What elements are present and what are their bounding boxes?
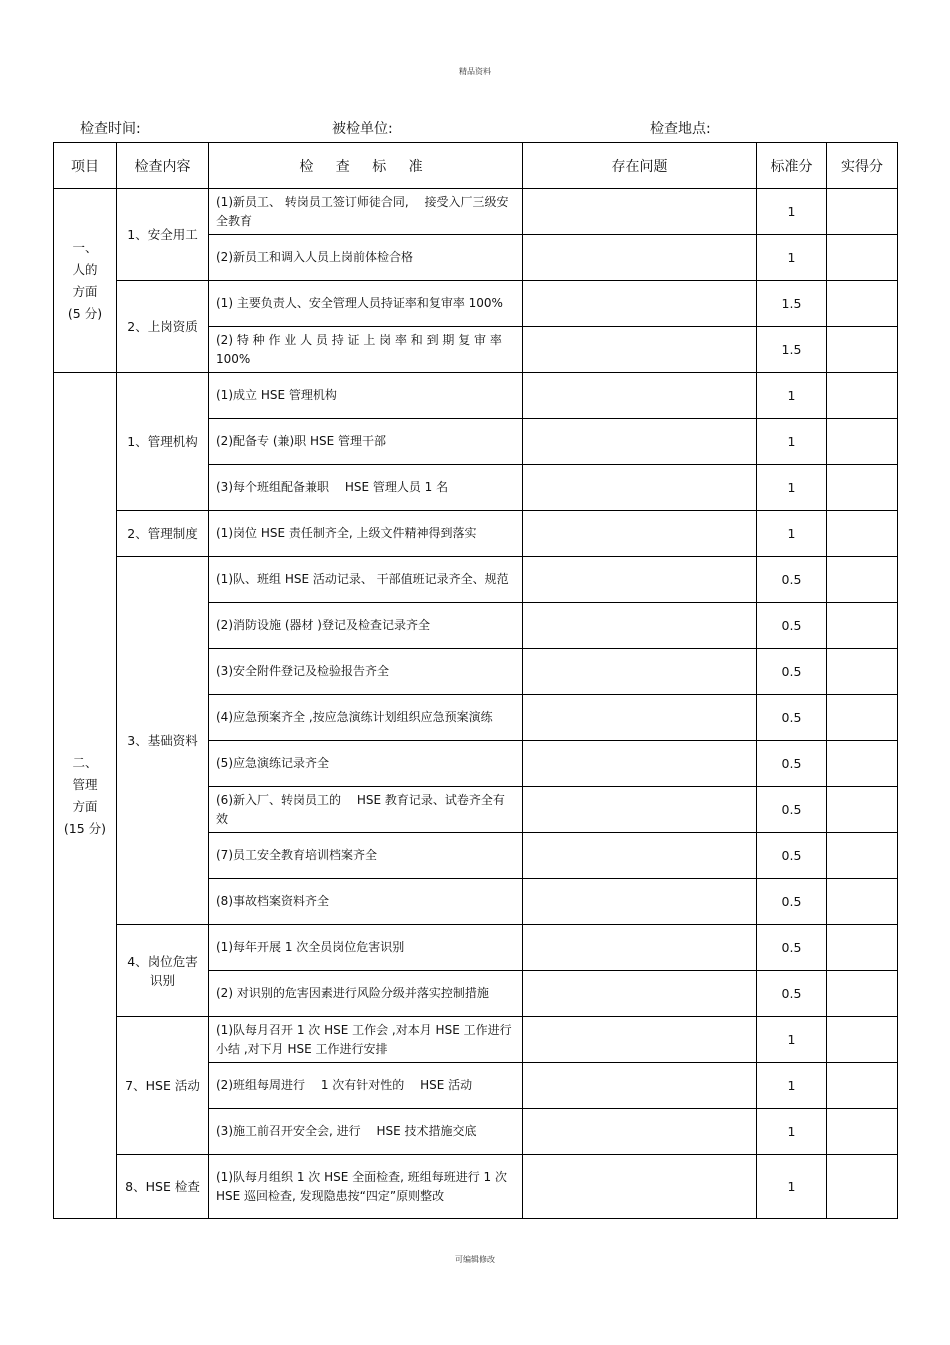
actual-score-cell[interactable] — [827, 557, 898, 603]
col-header-std-score: 标准分 — [757, 143, 827, 189]
problem-cell[interactable] — [523, 281, 757, 327]
problem-cell[interactable] — [523, 879, 757, 925]
standard-cell: (1)岗位 HSE 责任制齐全, 上级文件精神得到落实 — [209, 511, 523, 557]
score-cell: 1 — [757, 1109, 827, 1155]
table-header-row — [54, 143, 898, 189]
problem-cell[interactable] — [523, 327, 757, 373]
problem-cell[interactable] — [523, 649, 757, 695]
actual-score-cell[interactable] — [827, 833, 898, 879]
score-cell: 1 — [757, 465, 827, 511]
actual-score-cell[interactable] — [827, 787, 898, 833]
score-cell: 0.5 — [757, 741, 827, 787]
score-cell: 0.5 — [757, 833, 827, 879]
footer-watermark: 可编辑修改 — [455, 1255, 495, 1264]
standard-cell: (3)安全附件登记及检验报告齐全 — [209, 649, 523, 695]
score-cell: 1.5 — [757, 327, 827, 373]
problem-cell[interactable] — [523, 971, 757, 1017]
score-cell: 0.5 — [757, 649, 827, 695]
score-cell: 1 — [757, 1017, 827, 1063]
actual-score-cell[interactable] — [827, 1155, 898, 1219]
score-cell: 0.5 — [757, 879, 827, 925]
standard-cell: (5)应急演练记录齐全 — [209, 741, 523, 787]
score-cell: 1.5 — [757, 281, 827, 327]
problem-cell[interactable] — [523, 1063, 757, 1109]
group-cell: 4、岗位危害识别 — [117, 925, 209, 1017]
standard-cell: (1) 主要负责人、安全管理人员持证率和复审率 100% — [209, 281, 523, 327]
actual-score-cell[interactable] — [827, 465, 898, 511]
actual-score-cell[interactable] — [827, 373, 898, 419]
standard-cell: (2) 对识别的危害因素进行风险分级并落实控制措施 — [209, 971, 523, 1017]
actual-score-cell[interactable] — [827, 511, 898, 557]
problem-cell[interactable] — [523, 833, 757, 879]
table-row — [54, 557, 898, 603]
table-row — [54, 281, 898, 327]
standard-cell: (6)新入厂、转岗员工的 HSE 教育记录、试卷齐全有效 — [209, 787, 523, 833]
problem-cell[interactable] — [523, 189, 757, 235]
col-header-standard: 检 查 标 准 — [209, 143, 523, 189]
problem-cell[interactable] — [523, 465, 757, 511]
standard-cell: (2)新员工和调入人员上岗前体检合格 — [209, 235, 523, 281]
header-watermark: 精品资料 — [459, 67, 491, 76]
standard-cell: (2) 特 种 作 业 人 员 持 证 上 岗 率 和 到 期 复 审 率 100% — [209, 327, 523, 373]
problem-cell[interactable] — [523, 511, 757, 557]
table-row — [54, 373, 898, 419]
table-row — [54, 1017, 898, 1063]
table-row — [54, 925, 898, 971]
standard-cell: (2)消防设施 (器材 )登记及检查记录齐全 — [209, 603, 523, 649]
problem-cell[interactable] — [523, 695, 757, 741]
group-cell: 2、上岗资质 — [117, 281, 209, 373]
actual-score-cell[interactable] — [827, 603, 898, 649]
problem-cell[interactable] — [523, 557, 757, 603]
score-cell: 1 — [757, 189, 827, 235]
score-cell: 1 — [757, 373, 827, 419]
standard-cell: (1)成立 HSE 管理机构 — [209, 373, 523, 419]
actual-score-cell[interactable] — [827, 1063, 898, 1109]
problem-cell[interactable] — [523, 925, 757, 971]
score-cell: 1 — [757, 235, 827, 281]
score-cell: 1 — [757, 1063, 827, 1109]
table-row — [54, 511, 898, 557]
standard-cell: (3)施工前召开安全会, 进行 HSE 技术措施交底 — [209, 1109, 523, 1155]
score-cell: 0.5 — [757, 557, 827, 603]
inspection-table — [53, 142, 898, 1219]
actual-score-cell[interactable] — [827, 649, 898, 695]
table-row — [54, 189, 898, 235]
standard-cell: (1)队每月组织 1 次 HSE 全面检查, 班组每班进行 1 次 HSE 巡回检查, 发现隐患按“四定”原则整改 — [209, 1155, 523, 1219]
group-cell: 8、HSE 检查 — [117, 1155, 209, 1219]
actual-score-cell[interactable] — [827, 695, 898, 741]
actual-score-cell[interactable] — [827, 419, 898, 465]
problem-cell[interactable] — [523, 787, 757, 833]
problem-cell[interactable] — [523, 235, 757, 281]
standard-cell: (4)应急预案齐全 ,按应急演练计划组织应急预案演练 — [209, 695, 523, 741]
score-cell: 0.5 — [757, 695, 827, 741]
section-cell: 一、 人的 方面 (5 分) — [54, 189, 117, 373]
group-cell: 7、HSE 活动 — [117, 1017, 209, 1155]
problem-cell[interactable] — [523, 1109, 757, 1155]
standard-cell: (3)每个班组配备兼职 HSE 管理人员 1 名 — [209, 465, 523, 511]
standard-cell: (1)队每月召开 1 次 HSE 工作会 ,对本月 HSE 工作进行小结 ,对下月 HSE 工作进行安排 — [209, 1017, 523, 1063]
col-header-item: 项目 — [54, 143, 117, 189]
score-cell: 1 — [757, 511, 827, 557]
score-cell: 0.5 — [757, 925, 827, 971]
inspection-time-label: 检查时间: — [80, 121, 141, 137]
standard-cell: (1)队、班组 HSE 活动记录、 干部值班记录齐全、规范 — [209, 557, 523, 603]
problem-cell[interactable] — [523, 373, 757, 419]
inspected-unit-label: 被检单位: — [332, 121, 393, 137]
actual-score-cell[interactable] — [827, 1109, 898, 1155]
standard-cell: (1)每年开展 1 次全员岗位危害识别 — [209, 925, 523, 971]
standard-cell: (2)班组每周进行 1 次有针对性的 HSE 活动 — [209, 1063, 523, 1109]
inspection-place-label: 检查地点: — [650, 121, 711, 137]
standard-cell: (1)新员工、 转岗员工签订师徒合同, 接受入厂三级安全教育 — [209, 189, 523, 235]
actual-score-cell[interactable] — [827, 1017, 898, 1063]
score-cell: 0.5 — [757, 603, 827, 649]
group-cell: 1、管理机构 — [117, 373, 209, 511]
group-cell: 2、管理制度 — [117, 511, 209, 557]
actual-score-cell[interactable] — [827, 327, 898, 373]
score-cell: 1 — [757, 1155, 827, 1219]
actual-score-cell[interactable] — [827, 925, 898, 971]
col-header-actual-score: 实得分 — [827, 143, 898, 189]
group-cell: 1、安全用工 — [117, 189, 209, 281]
problem-cell[interactable] — [523, 1017, 757, 1063]
actual-score-cell[interactable] — [827, 879, 898, 925]
actual-score-cell[interactable] — [827, 971, 898, 1017]
table-row — [54, 1155, 898, 1219]
problem-cell[interactable] — [523, 603, 757, 649]
actual-score-cell[interactable] — [827, 235, 898, 281]
standard-cell: (8)事故档案资料齐全 — [209, 879, 523, 925]
standard-cell: (2)配备专 (兼)职 HSE 管理干部 — [209, 419, 523, 465]
score-cell: 0.5 — [757, 787, 827, 833]
col-header-content: 检查内容 — [117, 143, 209, 189]
section-cell: 二、 管理 方面 (15 分) — [54, 373, 117, 1219]
problem-cell[interactable] — [523, 1155, 757, 1219]
score-cell: 0.5 — [757, 971, 827, 1017]
actual-score-cell[interactable] — [827, 189, 898, 235]
group-cell: 3、基础资料 — [117, 557, 209, 925]
standard-cell: (7)员工安全教育培训档案齐全 — [209, 833, 523, 879]
score-cell: 1 — [757, 419, 827, 465]
col-header-problem: 存在问题 — [523, 143, 757, 189]
actual-score-cell[interactable] — [827, 281, 898, 327]
actual-score-cell[interactable] — [827, 741, 898, 787]
problem-cell[interactable] — [523, 741, 757, 787]
problem-cell[interactable] — [523, 419, 757, 465]
